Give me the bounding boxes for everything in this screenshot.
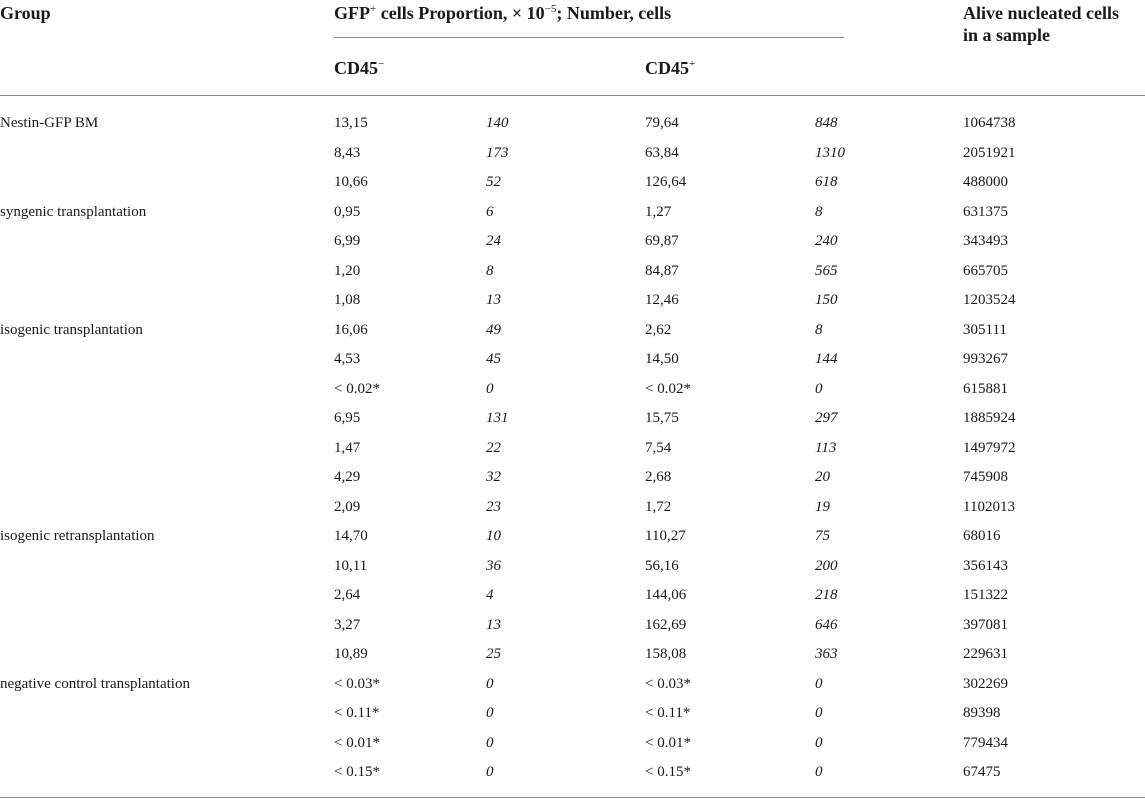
cell-neg-prop: < 0.02* (334, 381, 380, 397)
cell-neg-num: 13 (486, 292, 501, 308)
cell-neg-prop: 2,64 (334, 587, 361, 603)
cell-neg-num: 0 (486, 705, 494, 721)
cell-pos-num: 0 (815, 381, 823, 397)
cell-neg-prop: 8,43 (334, 145, 361, 161)
cell-alive: 68016 (963, 528, 1001, 544)
cell-pos-num: 0 (815, 705, 823, 721)
header-alive-line1: Alive nucleated cells (963, 3, 1119, 23)
header-subrule (334, 37, 844, 38)
header-gfp-rest: cells Proportion, × 10 (376, 3, 545, 23)
cell-pos-num: 297 (815, 410, 838, 426)
cell-pos-num: 363 (815, 646, 838, 662)
cell-pos-num: 200 (815, 558, 838, 574)
cell-alive: 302269 (963, 676, 1008, 692)
cell-neg-prop: 10,66 (334, 174, 368, 190)
cell-pos-prop: 56,16 (645, 558, 679, 574)
cell-pos-num: 20 (815, 469, 830, 485)
cell-neg-num: 0 (486, 764, 494, 780)
cell-neg-prop: 3,27 (334, 617, 361, 633)
cell-pos-prop: 84,87 (645, 263, 679, 279)
header-cd45pos-sup: + (689, 58, 696, 70)
cell-alive: 67475 (963, 764, 1001, 780)
cell-alive: 993267 (963, 351, 1008, 367)
cell-neg-prop: 4,53 (334, 351, 361, 367)
cell-alive: 615881 (963, 381, 1008, 397)
cell-group: Nestin-GFP BM (0, 115, 99, 131)
cell-pos-num: 113 (815, 440, 837, 456)
cell-pos-prop: 126,64 (645, 174, 687, 190)
cell-group: negative control transplantation (0, 676, 190, 692)
cell-neg-prop: 0,95 (334, 204, 361, 220)
cell-pos-prop: 79,64 (645, 115, 679, 131)
cell-pos-num: 565 (815, 263, 838, 279)
cell-alive: 745908 (963, 469, 1008, 485)
cell-pos-prop: < 0.01* (645, 735, 691, 751)
cell-pos-num: 218 (815, 587, 838, 603)
cell-pos-num: 618 (815, 174, 838, 190)
header-cd45neg-sup: − (378, 58, 385, 70)
cell-neg-num: 173 (486, 145, 509, 161)
cell-alive: 229631 (963, 646, 1008, 662)
cell-neg-num: 25 (486, 646, 501, 662)
cell-neg-num: 52 (486, 174, 501, 190)
cell-neg-prop: < 0.15* (334, 764, 380, 780)
table-bottom-rule (0, 797, 1145, 798)
cell-pos-num: 0 (815, 764, 823, 780)
cell-pos-prop: 162,69 (645, 617, 687, 633)
cell-pos-prop: 1,27 (645, 204, 672, 220)
cell-alive: 1497972 (963, 440, 1016, 456)
cell-neg-prop: 1,08 (334, 292, 361, 308)
cell-alive: 151322 (963, 587, 1008, 603)
cell-pos-prop: < 0.11* (645, 705, 691, 721)
cell-neg-num: 6 (486, 204, 494, 220)
cell-neg-prop: 4,29 (334, 469, 361, 485)
cell-neg-num: 32 (486, 469, 501, 485)
cell-alive: 356143 (963, 558, 1008, 574)
cell-alive: 488000 (963, 174, 1008, 190)
cell-pos-num: 240 (815, 233, 838, 249)
cell-pos-prop: 69,87 (645, 233, 679, 249)
cell-neg-prop: 16,06 (334, 322, 368, 338)
cell-alive: 1203524 (963, 292, 1016, 308)
cell-pos-prop: < 0.15* (645, 764, 691, 780)
header-alive-line2: in a sample (963, 25, 1051, 45)
header-cd45neg-base: CD45 (334, 58, 378, 78)
cell-neg-prop: 10,89 (334, 646, 368, 662)
cell-pos-num: 150 (815, 292, 838, 308)
cell-alive: 1064738 (963, 115, 1016, 131)
cell-neg-num: 13 (486, 617, 501, 633)
cell-group: isogenic transplantation (0, 322, 143, 338)
cell-alive: 89398 (963, 705, 1001, 721)
cell-neg-num: 24 (486, 233, 501, 249)
cell-neg-num: 0 (486, 381, 494, 397)
cell-neg-prop: 2,09 (334, 499, 361, 515)
cell-pos-num: 144 (815, 351, 838, 367)
header-group: Group (0, 3, 51, 23)
cell-neg-prop: 6,99 (334, 233, 361, 249)
cell-neg-prop: < 0.01* (334, 735, 380, 751)
cell-alive: 2051921 (963, 145, 1016, 161)
cell-pos-prop: 7,54 (645, 440, 672, 456)
cell-neg-num: 45 (486, 351, 501, 367)
cell-neg-num: 49 (486, 322, 501, 338)
cell-pos-num: 8 (815, 322, 823, 338)
cell-pos-prop: 14,50 (645, 351, 679, 367)
cell-neg-prop: < 0.03* (334, 676, 380, 692)
cell-neg-prop: 6,95 (334, 410, 361, 426)
cell-alive: 631375 (963, 204, 1008, 220)
cell-pos-num: 0 (815, 676, 823, 692)
cell-neg-prop: 13,15 (334, 115, 368, 131)
cell-pos-prop: < 0.02* (645, 381, 691, 397)
cell-pos-prop: 63,84 (645, 145, 679, 161)
cell-neg-prop: 14,70 (334, 528, 368, 544)
cell-neg-num: 0 (486, 735, 494, 751)
cell-group: isogenic retransplantation (0, 528, 155, 544)
cell-neg-num: 140 (486, 115, 509, 131)
cell-pos-prop: < 0.03* (645, 676, 691, 692)
header-cd45pos-base: CD45 (645, 58, 689, 78)
header-gfp-exp: −5 (544, 3, 557, 15)
cell-pos-num: 75 (815, 528, 830, 544)
cell-alive: 397081 (963, 617, 1008, 633)
header-gfp (334, 2, 671, 24)
header-cd45-negative (334, 57, 384, 79)
cell-group: syngenic transplantation (0, 204, 147, 220)
cell-pos-num: 8 (815, 204, 823, 220)
cell-alive: 305111 (963, 322, 1007, 338)
header-alive (963, 2, 1119, 46)
cell-alive: 343493 (963, 233, 1008, 249)
cell-neg-prop: 1,47 (334, 440, 361, 456)
cell-alive: 1102013 (963, 499, 1015, 515)
cell-neg-num: 8 (486, 263, 494, 279)
header-cd45-positive (645, 57, 695, 79)
header-gfp-prefix: GFP (334, 3, 370, 23)
cell-neg-prop: 10,11 (334, 558, 368, 574)
cell-pos-prop: 12,46 (645, 292, 679, 308)
cell-pos-num: 1310 (815, 145, 845, 161)
cell-neg-num: 0 (486, 676, 494, 692)
cell-pos-num: 0 (815, 735, 823, 751)
cell-alive: 779434 (963, 735, 1008, 751)
cell-pos-prop: 144,06 (645, 587, 687, 603)
cell-alive: 1885924 (963, 410, 1016, 426)
cell-pos-prop: 110,27 (645, 528, 686, 544)
cell-pos-prop: 1,72 (645, 499, 672, 515)
cell-alive: 665705 (963, 263, 1008, 279)
cell-neg-num: 131 (486, 410, 509, 426)
cell-pos-prop: 158,08 (645, 646, 687, 662)
cell-neg-num: 23 (486, 499, 501, 515)
cell-neg-prop: < 0.11* (334, 705, 380, 721)
cell-pos-prop: 15,75 (645, 410, 679, 426)
cell-neg-num: 36 (486, 558, 501, 574)
cell-pos-num: 19 (815, 499, 830, 515)
cell-neg-prop: 1,20 (334, 263, 361, 279)
cell-pos-prop: 2,62 (645, 322, 672, 338)
cell-pos-prop: 2,68 (645, 469, 672, 485)
cell-neg-num: 10 (486, 528, 501, 544)
cell-pos-num: 646 (815, 617, 838, 633)
header-bottom-rule (0, 95, 1145, 96)
cell-neg-num: 22 (486, 440, 501, 456)
cell-pos-num: 848 (815, 115, 838, 131)
cell-neg-num: 4 (486, 587, 494, 603)
header-gfp-sup: + (370, 3, 377, 15)
header-gfp-tail: ; Number, cells (556, 3, 672, 23)
